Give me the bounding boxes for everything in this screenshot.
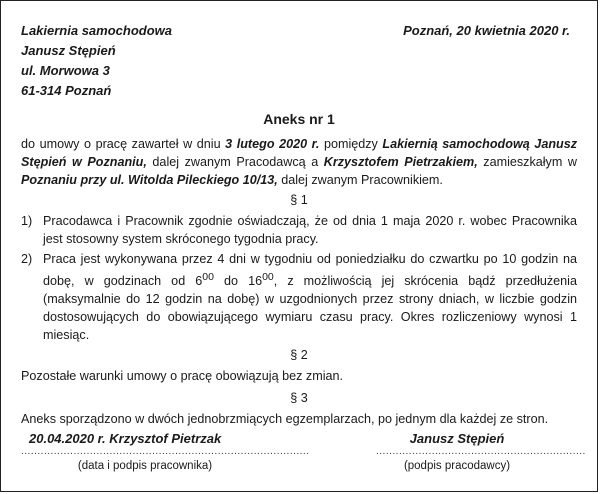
employer-person: Janusz Stępień: [21, 43, 116, 58]
document-body: [21, 135, 577, 428]
intro-text-3: dalej zwanym Pracodawcą a: [146, 155, 324, 169]
intro-text-4: zamieszkałym w: [477, 155, 578, 169]
list-item-text: Praca jest wykonywana przez 4 dni w tygodniu od poniedziałku do czwartku po 10 godzin na dobę, w godzinach od $6^{00}$ do $16^{00}$, z możliwością jej skrócenia bądź przedłużenia (maksymalnie do 12 godzin na dobę) w uzgodnionych przez strony dniach, w liczbie godzin dostosowujących do obowiązującego wymiaru czasu pracy. Okres rozliczeniowy wynosi 1 miesiąc.: [43, 252, 577, 343]
section-1-list: [21, 212, 577, 344]
document-title: Aneks nr 1: [263, 111, 335, 127]
list-item-number: 1): [21, 214, 33, 228]
employer-full-name: Lakiernią samochodową Janusz Stępień w Poznaniu,: [21, 137, 578, 169]
employer-name: Lakiernia samochodowa: [21, 23, 172, 38]
list-item: [21, 250, 577, 344]
contract-date: 3 lutego 2020 r.: [225, 137, 320, 151]
intro-text-2: pomiędzy: [319, 137, 383, 151]
section-3-text: Aneks sporządzono w dwóch jednobrzmiących egzemplarzach, po jednym dla każdej ze stron.: [21, 412, 549, 427]
intro-text-5: dalej zwanym Pracownikiem.: [277, 173, 443, 187]
employer-city: 61-314 Poznań: [21, 83, 112, 98]
time-end-minutes: 00: [262, 271, 274, 283]
section-1-heading: § 1: [290, 193, 308, 207]
employer-signature-line: ................................................................: [376, 446, 586, 457]
intro-text-1: do umowy o pracę zawarteł w dniu: [21, 137, 226, 151]
list-item-text: Pracodawca i Pracownik zgodnie oświadczają, że od dnia 1 maja 2020 r. wobec Pracownika jest stosowny system skróconego tygodnia pracy.: [43, 214, 577, 246]
employer-signature: Janusz Stępień: [409, 431, 505, 446]
employee-signature-block: [21, 431, 310, 475]
employer-address-block: [21, 21, 172, 101]
employee-signature-caption: (data i podpis pracownika): [77, 460, 213, 472]
section-2-text: Pozostałe warunki umowy o pracę obowiązują bez zmian.: [21, 369, 344, 384]
employee-signature: 20.04.2020 r. Krzysztof Pietrzak: [29, 431, 222, 446]
employee-signature-line: ........................................................................................: [21, 446, 310, 457]
employer-street: ul. Morwowa 3: [21, 63, 110, 78]
employer-signature-block: [376, 431, 586, 475]
time-start-minutes: 00: [202, 271, 214, 283]
list-item: [21, 212, 577, 248]
employee-name: Krzysztofem Pietrzakiem,: [323, 155, 478, 169]
list-item-number: 2): [21, 252, 33, 266]
employee-address: Poznaniu przy ul. Witolda Pileckiego 10/13,: [21, 173, 278, 187]
section-2-heading: § 2: [290, 348, 308, 363]
section-3-heading: § 3: [290, 391, 308, 406]
place-date: Poznań, 20 kwietnia 2020 r.: [403, 23, 570, 38]
employer-signature-caption: (podpis pracodawcy): [403, 460, 511, 472]
intro-paragraph: [21, 135, 577, 189]
